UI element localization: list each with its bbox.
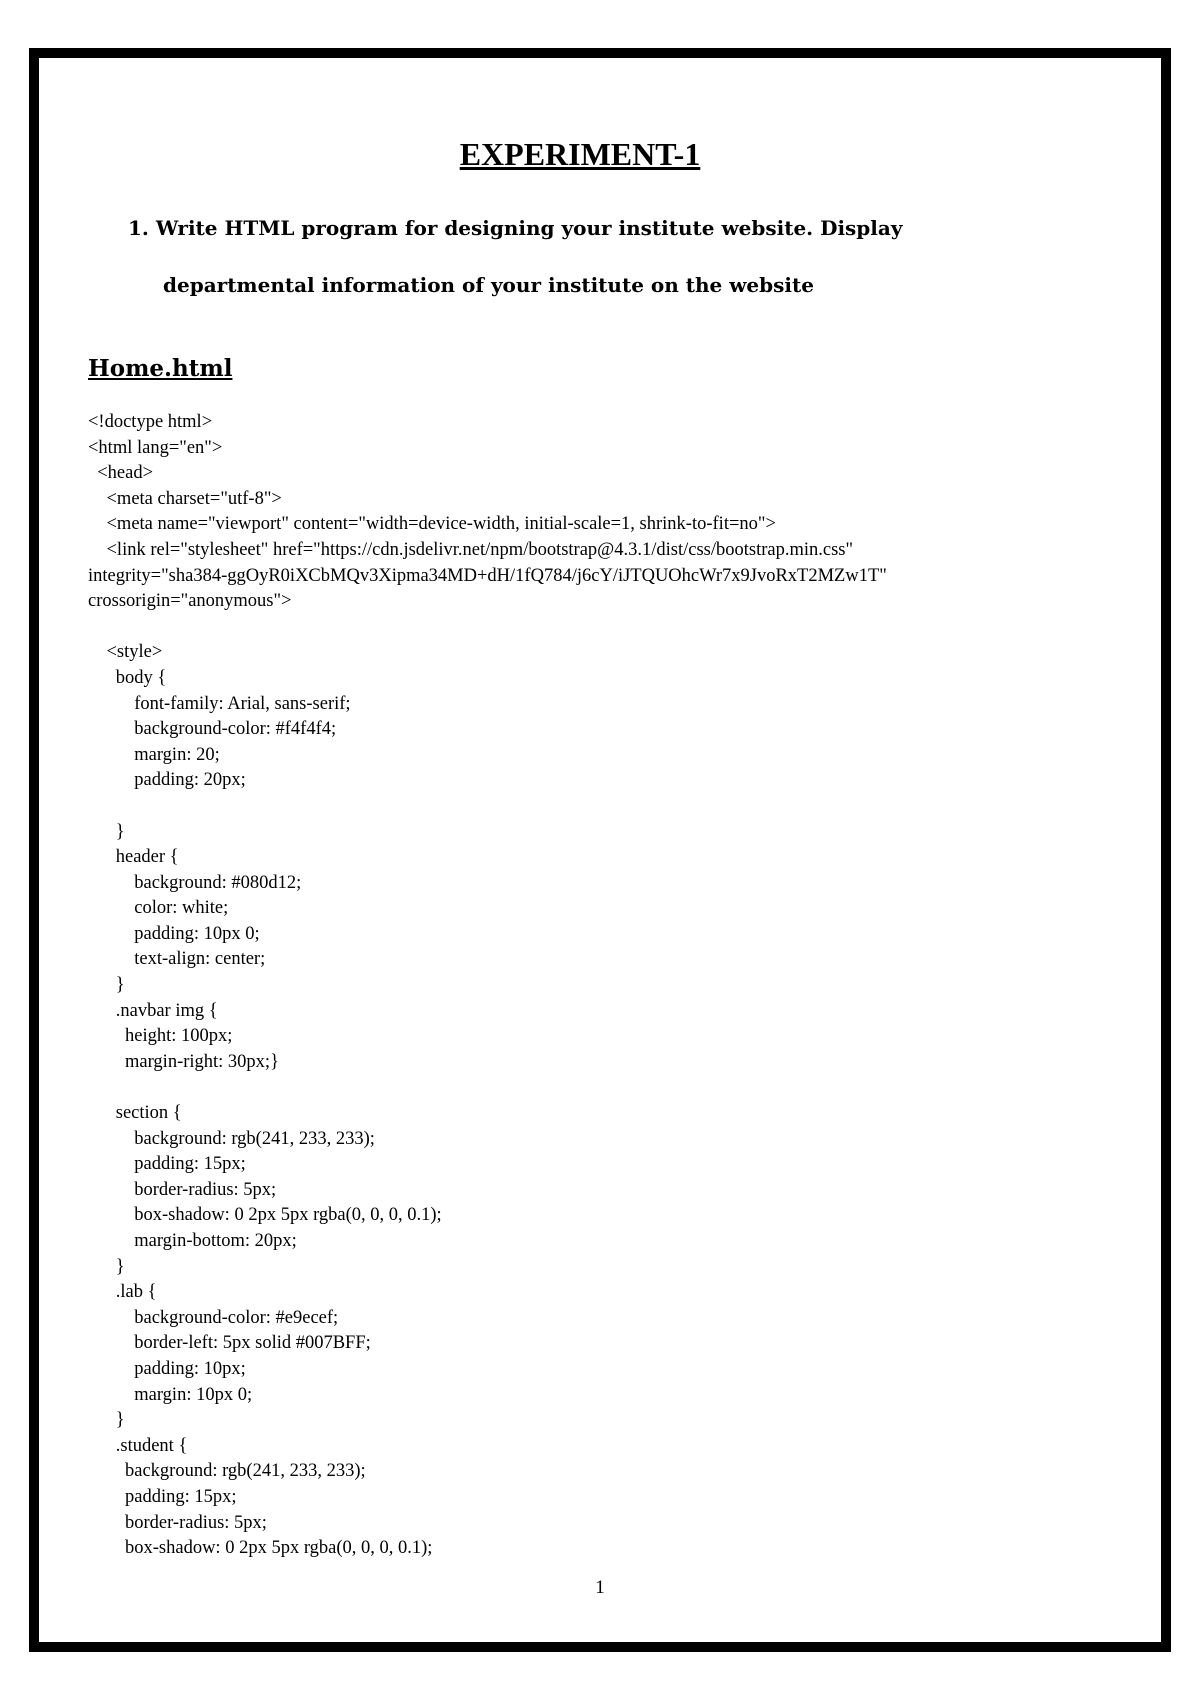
code-line: padding: 10px; <box>88 1358 246 1379</box>
code-block <box>88 410 887 1562</box>
code-line: height: 100px; <box>88 1026 233 1047</box>
code-line: <style> <box>88 642 163 663</box>
code-line: } <box>88 1410 125 1431</box>
code-line: <meta charset="utf-8"> <box>88 488 282 509</box>
code-line: background-color: #e9ecef; <box>88 1307 339 1328</box>
code-line <box>88 794 887 820</box>
code-line: background: #080d12; <box>88 872 302 893</box>
experiment-title: EXPERIMENT-1 <box>459 136 701 172</box>
page-number: 1 <box>595 1577 605 1598</box>
code-line: color: white; <box>88 898 229 919</box>
code-line: body { <box>88 667 167 688</box>
code-line: header { <box>88 847 179 868</box>
code-line <box>88 1075 887 1101</box>
code-line: .navbar img { <box>88 1000 218 1021</box>
code-line: box-shadow: 0 2px 5px rgba(0, 0, 0, 0.1); <box>88 1205 442 1226</box>
code-line: border-left: 5px solid #007BFF; <box>88 1333 371 1354</box>
code-line: .lab { <box>88 1282 157 1303</box>
code-line: text-align: center; <box>88 949 266 970</box>
code-line <box>88 615 887 641</box>
code-line: padding: 15px; <box>88 1154 246 1175</box>
code-line: padding: 15px; <box>88 1486 237 1507</box>
code-line: padding: 10px 0; <box>88 923 260 944</box>
code-line: crossorigin="anonymous"> <box>88 591 292 612</box>
code-line: background: rgb(241, 233, 233); <box>88 1461 366 1482</box>
code-line: margin-right: 30px;} <box>88 1051 279 1072</box>
question-line-1: 1. Write HTML program for designing your institute website. Display <box>128 216 903 240</box>
code-line: background-color: #f4f4f4; <box>88 719 337 740</box>
code-line: box-shadow: 0 2px 5px rgba(0, 0, 0, 0.1); <box>88 1538 433 1559</box>
code-line: integrity="sha384-ggOyR0iXCbMQv3Xipma34MD+dH/1fQ784/j6cY/iJTQUOhcWr7x9JvoRxT2MZw1T" <box>88 565 887 586</box>
code-line: margin: 20; <box>88 744 220 765</box>
code-line: <html lang="en"> <box>88 437 223 458</box>
code-line: margin-bottom: 20px; <box>88 1231 297 1251</box>
code-line: <link rel="stylesheet" href="https://cdn.jsdelivr.net/npm/bootstrap@4.3.1/dist/css/bootstrap.min.css" <box>88 539 854 560</box>
code-line: section { <box>88 1103 182 1124</box>
code-line: padding: 20px; <box>88 770 246 791</box>
code-line: background: rgb(241, 233, 233); <box>88 1128 375 1149</box>
code-line: font-family: Arial, sans-serif; <box>88 693 351 714</box>
question-line-2: departmental information of your institute on the website <box>163 273 814 297</box>
code-line: } <box>88 975 125 996</box>
code-line: } <box>88 1256 125 1277</box>
code-line: } <box>88 821 125 842</box>
code-line: <head> <box>88 463 154 484</box>
code-line: .student { <box>88 1435 188 1456</box>
code-line: <!doctype html> <box>88 412 213 432</box>
code-line: <meta name="viewport" content="width=device-width, initial-scale=1, shrink-to-fit=no"> <box>88 514 776 535</box>
code-line: border-radius: 5px; <box>88 1512 267 1533</box>
file-heading: Home.html <box>88 355 233 382</box>
code-line: border-radius: 5px; <box>88 1179 277 1200</box>
code-line: margin: 10px 0; <box>88 1384 253 1405</box>
